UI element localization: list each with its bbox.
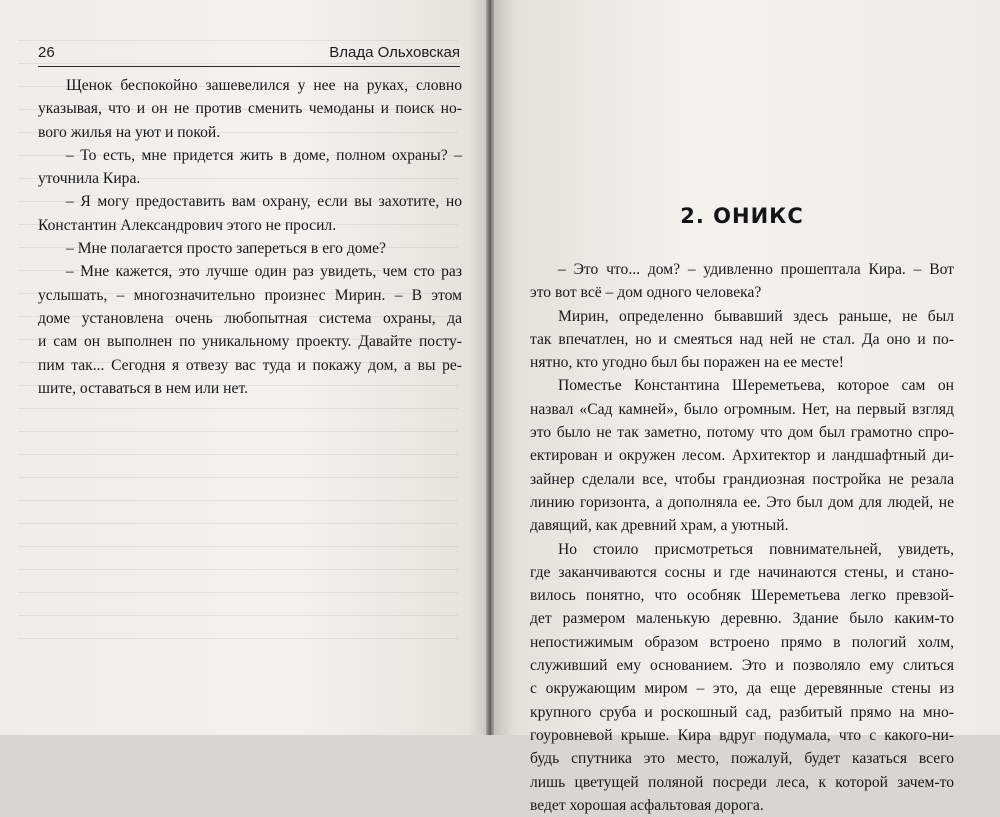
text-line: это было не так заметно, потому что дом был грамотно спро- [530, 424, 954, 442]
text-line: – Мне полагается просто запереться в его доме? [66, 240, 386, 258]
text-line: – То есть, мне придется жить в доме, полном охраны? – [66, 146, 462, 164]
body-text [38, 74, 462, 400]
text-line: Поместье Константина Шереметьева, которое сам он [558, 377, 954, 395]
text-line: где заканчиваются сосны и где начинаются стены, и стано- [530, 563, 954, 581]
text-line: вилось понятно, что особняк Шереметьева легко превзой- [530, 587, 954, 605]
text-line: зайнер сделали все, чтобы грандиозная постройка не резала [530, 470, 954, 488]
right-page [494, 0, 1000, 814]
text-line: – Мне кажется, это лучше один раз увидеть, чем сто раз [66, 263, 462, 281]
text-line: гоуровневой крыше. Кира вдруг подумала, что с какого-ни- [530, 726, 954, 744]
text-line: давящий, как древний храм, а уютный. [530, 517, 789, 535]
text-line: с окружающим миром – это, да еще деревянные стены из [530, 680, 954, 698]
text-line: указывая, что и он не против сменить чемоданы и поиск но- [38, 100, 462, 118]
running-head-author: Влада Ольховская [329, 44, 460, 61]
text-line: Но стоило присмотреться повнимательней, увидеть, [558, 540, 954, 558]
text-line: услышать, – многозначительно произнес Мирин. – В этом [38, 286, 462, 304]
text-line: уточнила Кира. [38, 170, 141, 188]
text-line: крупного сруба и роскошный сад, разбитый прямо на мно- [530, 703, 954, 721]
text-line: непостижимым образом встроено прямо в пологий холм, [530, 633, 954, 651]
text-line: – Это что... дом? – удивленно прошептала Кира. – Вот [558, 261, 954, 278]
text-line: Константин Александрович этого не просил. [38, 216, 337, 234]
text-line: это вот всё – дом одного человека? [530, 284, 762, 302]
text-line: дет размером маленькую деревню. Здание было каким-то [530, 610, 954, 628]
left-page [0, 0, 488, 735]
text-line: так впечатлен, но и смеяться над ней не стал. Да оно и по- [530, 330, 954, 348]
text-line: – Я могу предоставить вам охрану, если вы захотите, но [66, 193, 462, 211]
text-line: Щенок беспокойно зашевелился у нее на руках, словно [66, 77, 462, 94]
page-number: 26 [38, 44, 55, 61]
text-line: линию горизонта, а дополняла ее. Это был дом для людей, не [530, 493, 954, 511]
text-line: вого жилья на уют и покой. [38, 123, 221, 141]
text-line: служивший ему основанием. Это и позволяло ему слиться [530, 657, 954, 675]
text-line: нятно, кто угодно был бы поражен на ее месте! [530, 354, 844, 372]
text-line: и сам он выполнен по уникальному проекту. Давайте посту- [38, 333, 462, 351]
text-line: шите, оставаться в нем или нет. [38, 379, 248, 397]
body-text [530, 258, 954, 817]
text-line: пим так... Сегодня я отвезу вас туда и покажу дом, а вы ре- [38, 356, 462, 374]
text-line: Мирин, определенно бывавший здесь раньше, не был [558, 307, 954, 325]
text-line: назвал «Сад камней», было огромным. Нет, на первый взгляд [530, 400, 954, 418]
text-line: ектирован и окружен лесом. Архитектор и ландшафтный ди- [530, 447, 954, 465]
text-line: лишь цветущей поляной посреди леса, к которой зачем-то [530, 773, 954, 791]
text-line: ведет хорошая асфальтовая дорога. [530, 796, 764, 814]
text-line: будь спутника это место, пожалуй, будет казаться всего [530, 750, 954, 768]
running-head [38, 44, 460, 67]
text-line: доме установлена очень любопытная система охраны, да [38, 309, 462, 327]
chapter-title: 2. ОНИКС [680, 204, 804, 228]
